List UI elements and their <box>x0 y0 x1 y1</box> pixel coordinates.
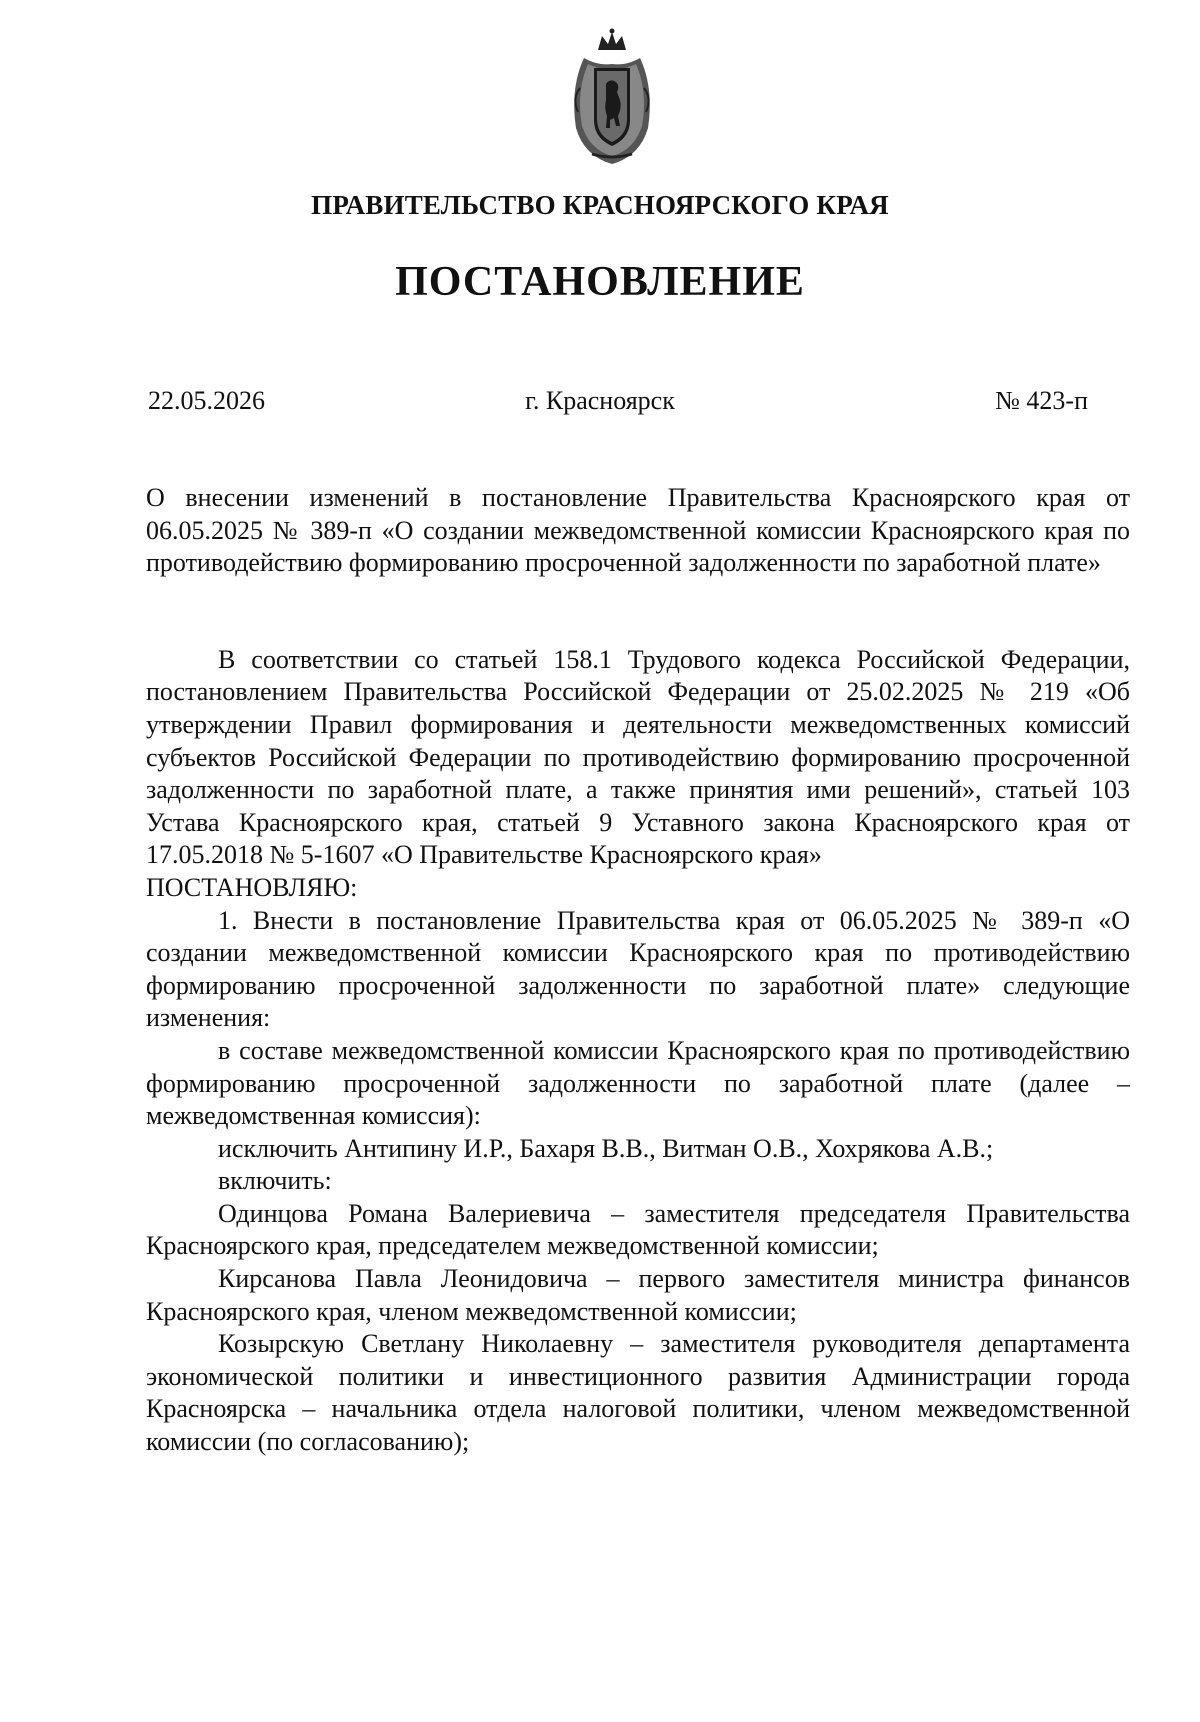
paragraph-exclude: исключить Антипину И.Р., Бахаря В.В., Витман О.В., Хохрякова А.В.; <box>218 1133 994 1163</box>
organization-name: ПРАВИТЕЛЬСТВО КРАСНОЯРСКОГО КРАЯ <box>311 190 889 220</box>
paragraph-preamble: В соответствии со статьей 158.1 Трудового кодекса Российской Федерации, постановлением Правительства Российской Федерации от 25.02.2025 № 219 «Об утверждении Правил формирования и деятельности межведомственных комиссий субъектов Российской Федерации по противодействию формированию просроченной задолженности по заработной плате, а также принятия ими решений», статьей 103 Устава Красноярского края, статьей 9 Уставного закона Красноярского края от 17.05.2018 № 5-1607 «О Правительстве Красноярского края» <box>146 644 1130 870</box>
paragraph-include: включить: <box>218 1166 332 1196</box>
document-date: 22.05.2026 <box>148 386 265 415</box>
paragraph-member-kozyrskaya: Козырскую Светлану Николаевну – заместителя руководителя департамента экономической политики и инвестиционного развития Администрации города Красноярска – начальника отдела налоговой политики, членом межведомственной комиссии (по согласованию); <box>146 1329 1130 1457</box>
document-title: О внесении изменений в постановление Правительства Красноярского края от 06.05.2025 № 389-п «О создании межведомственной комиссии Красноярского края по противодействию формированию просроченной задолженности по заработной плате» <box>146 483 1130 578</box>
coat-of-arms-icon <box>562 28 662 168</box>
paragraph-item-1: 1. Внести в постановление Правительства края от 06.05.2025 № 389-п «О создании межведомственной комиссии Красноярского края по противодействию формированию просроченной задолженности по заработной плате» следующие изменения: <box>146 905 1130 1033</box>
paragraph-resolve: ПОСТАНОВЛЯЮ: <box>146 872 358 902</box>
document-city: г. Красноярск <box>525 386 675 415</box>
paragraph-member-kirsanov: Кирсанова Павла Леонидовича – первого заместителя министра финансов Красноярского края, членом межведомственной комиссии; <box>146 1264 1130 1326</box>
document-type: ПОСТАНОВЛЕНИЕ <box>395 259 805 305</box>
document-content <box>146 482 1130 1459</box>
document-number: № 423-п <box>995 386 1088 415</box>
paragraph-member-odintsov: Одинцова Романа Валериевича – заместителя председателя Правительства Красноярского края, председателем межведомственной комиссии; <box>146 1198 1130 1261</box>
paragraph-composition: в составе межведомственной комиссии Красноярского края по противодействию формированию просроченной задолженности по заработной плате (далее – межведомственная комиссия): <box>146 1035 1130 1131</box>
